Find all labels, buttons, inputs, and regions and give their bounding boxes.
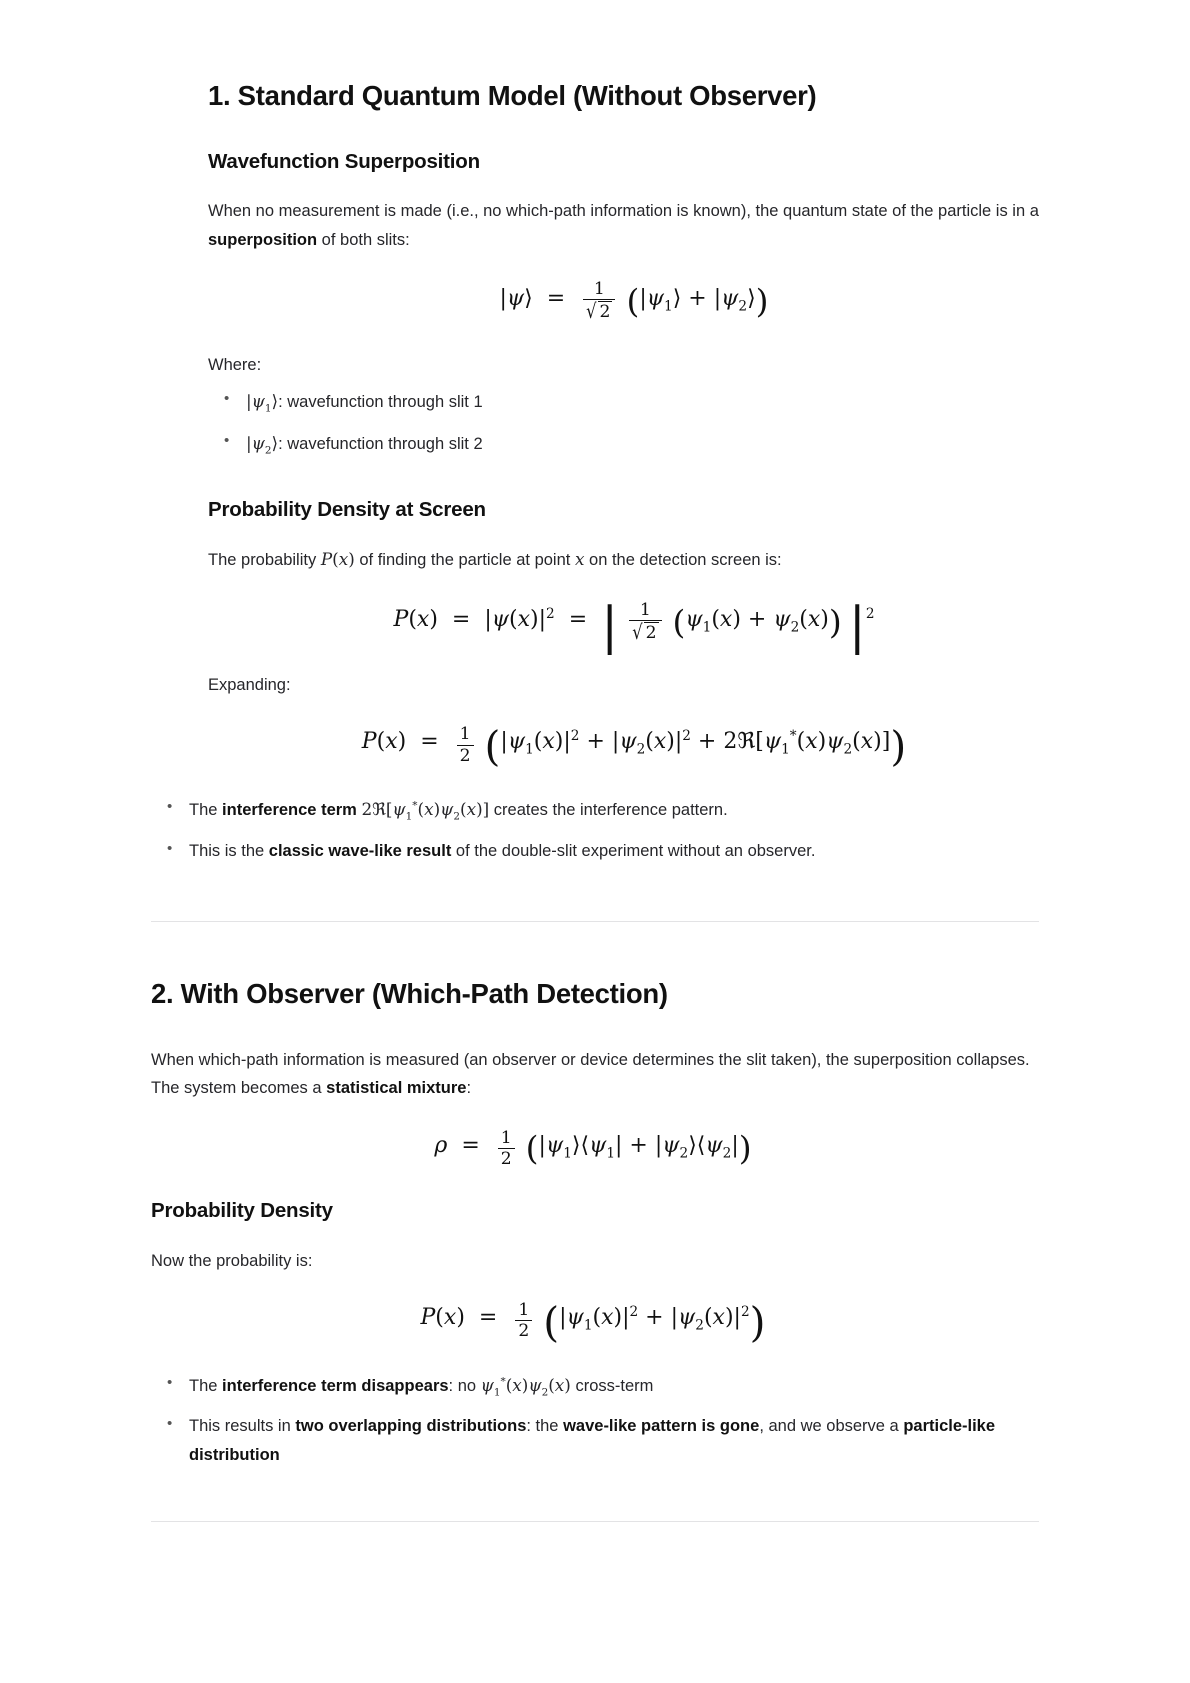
overlapping-mid: : the	[526, 1417, 564, 1436]
psi1-description: : wavefunction through slit 1	[278, 392, 483, 411]
where-label: Where:	[208, 355, 262, 374]
equation-density-matrix	[151, 1129, 1035, 1169]
probability-density-screen-heading: Probability Density at Screen	[208, 497, 486, 521]
probability-x-math: x	[574, 549, 585, 570]
particle-like-bold: particle-like distribution	[189, 1417, 996, 1464]
interference-bullet-pre: The	[189, 801, 223, 820]
probability-density-heading: Probability Density	[151, 1198, 333, 1222]
section2-heading: 2. With Observer (Which-Path Detection)	[151, 978, 668, 1010]
probability-intro-part-c: on the detection screen is:	[584, 551, 782, 570]
observer-bullet-list	[151, 1371, 1035, 1469]
equation-probability-expanded-body: P(x) = $\frac{1}{2}$ ($|\psi_1(x)|^2 + |\psi_2(x)|^2$ + $2ℜ[\psi_1^*(x)\psi_2(x)]$)	[361, 722, 907, 771]
list-item	[151, 795, 1035, 826]
no-interference-bold: interference term disappears	[222, 1377, 449, 1396]
equation-probability-mixture	[151, 1298, 1035, 1347]
list-item	[151, 1371, 1035, 1402]
wavefunction-bullet-list	[208, 387, 1060, 461]
interference-bullet-post: creates the interference pattern.	[489, 801, 728, 820]
wavefunction-superposition-heading: Wavefunction Superposition	[208, 149, 480, 173]
list-item	[151, 1412, 1035, 1469]
now-probability-label: Now the probability is:	[151, 1251, 313, 1270]
superposition-intro-paragraph	[208, 197, 1060, 254]
list-item	[208, 429, 1060, 460]
equation-probability-density-body: $P(x) = |\psi(x)|^2$ = | $\frac{1}{√ 2}$ $(\psi_1(x) + \psi_2(x))$ $|^2$	[393, 595, 875, 655]
classic-result-bold: classic wave-like result	[268, 841, 452, 860]
wave-pattern-gone-bold: wave-like pattern is gone	[563, 1417, 760, 1436]
psi1-ket-math: $|\psi_1⟩$	[246, 390, 279, 415]
equation-density-matrix-body: ρ = $\frac{1}{2}$ ($|\psi_1⟩⟨\psi_1|$ + $|\psi_2⟩⟨\psi_2|$)	[434, 1127, 752, 1169]
probability-px-math: P(x)	[320, 549, 355, 570]
expanding-label: Expanding:	[208, 676, 291, 694]
classic-result-post: of the double-slit experiment without an observer.	[451, 841, 816, 860]
superposition-bold-term: superposition	[208, 230, 318, 249]
psi2-description: : wavefunction through slit 2	[278, 435, 483, 454]
no-interference-post: cross-term	[570, 1377, 654, 1396]
list-item	[151, 837, 1035, 865]
no-interference-pre: The	[189, 1377, 223, 1396]
observer-intro-part-b: :	[466, 1079, 472, 1098]
overlapping-bold: two overlapping distributions	[295, 1417, 527, 1436]
probability-intro-part-a: The probability	[208, 551, 321, 570]
interference-term-math: $2ℜ[\psi_1^*(x)\psi_2(x)]$	[361, 799, 490, 823]
equation-probability-mixture-body: P(x) = $\frac{1}{2}$ $(|\psi_1(x)|^2 + |\psi_2(x)|^2)$	[420, 1298, 766, 1347]
section-standard-quantum-model	[0, 78, 1190, 771]
overlapping-pre: This results in	[189, 1417, 296, 1436]
bottom-divider	[151, 1521, 1039, 1522]
no-interference-mid: : no	[448, 1377, 481, 1396]
superposition-intro-part-b: of both slits:	[317, 230, 410, 249]
superposition-intro-part-a: When no measurement is made (i.e., no which-path information is known), the quantum state of the particle is in a	[208, 202, 1039, 221]
probability-intro-part-b: of finding the particle at point	[354, 551, 575, 570]
overlapping-post: , and we observe a	[759, 1417, 904, 1436]
statistical-mixture-bold: statistical mixture	[326, 1079, 467, 1098]
equation-superposition-body: |ψ⟩ = $\frac{1}{√ 2}$ ($|\psi_1⟩$ + $|\psi_2⟩$)	[499, 279, 769, 324]
probability-intro-paragraph	[208, 545, 1060, 574]
cross-term-math: $\psi_1^*(x)\psi_2(x)$	[480, 1375, 571, 1399]
psi2-ket-math: $|\psi_2⟩$	[246, 433, 279, 457]
section1-closing-bullets-wrap	[0, 795, 1190, 865]
interference-bullet-list	[151, 795, 1035, 865]
interference-bullet-bold: interference term	[222, 801, 357, 820]
equation-superposition	[208, 280, 1060, 322]
section1-heading: 1. Standard Quantum Model (Without Observer)	[208, 80, 817, 111]
equation-probability-density	[208, 595, 1060, 655]
section-divider	[151, 921, 1039, 922]
equation-probability-expanded	[208, 722, 1060, 771]
classic-result-pre: This is the	[189, 841, 269, 860]
section-with-observer	[0, 976, 1190, 1469]
observer-intro-part-a: When which-path information is measured (an observer or device determines the slit taken), the superposition collapses. The system becomes a	[151, 1050, 1030, 1098]
list-item	[208, 387, 1060, 418]
observer-intro-paragraph	[151, 1046, 1035, 1103]
